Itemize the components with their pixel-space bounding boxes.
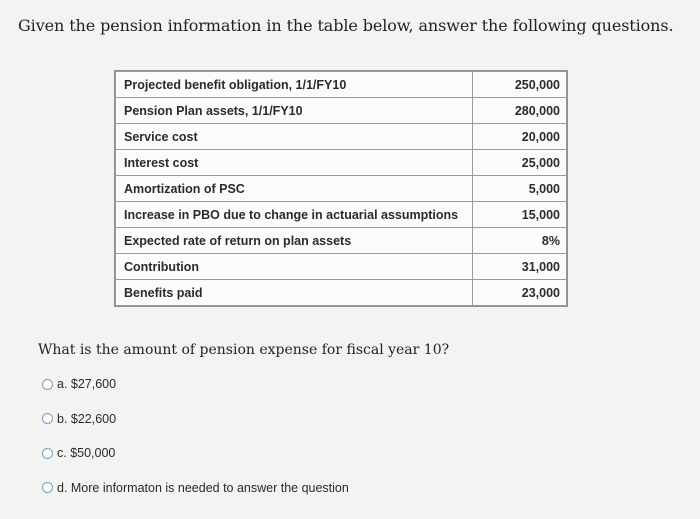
row-value: 250,000: [473, 72, 567, 98]
row-label: Benefits paid: [116, 280, 473, 306]
radio-button[interactable]: [42, 413, 53, 424]
table-row: [116, 254, 567, 280]
row-value: 15,000: [473, 202, 567, 228]
table-row: [116, 124, 567, 150]
table-row: [116, 176, 567, 202]
table-row: [116, 150, 567, 176]
question-prompt: Given the pension information in the table below, answer the following questions.: [18, 16, 674, 35]
answer-option-b[interactable]: [42, 409, 349, 429]
row-label: Pension Plan assets, 1/1/FY10: [116, 98, 473, 124]
row-value: 31,000: [473, 254, 567, 280]
row-label: Interest cost: [116, 150, 473, 176]
row-label: Amortization of PSC: [116, 176, 473, 202]
row-label: Service cost: [116, 124, 473, 150]
answer-option-c[interactable]: [42, 443, 349, 463]
table-row: [116, 98, 567, 124]
option-label[interactable]: c. $50,000: [57, 446, 116, 460]
row-value: 8%: [473, 228, 567, 254]
answer-option-a[interactable]: [42, 374, 349, 394]
row-value: 280,000: [473, 98, 567, 124]
row-label: Contribution: [116, 254, 473, 280]
row-label: Expected rate of return on plan assets: [116, 228, 473, 254]
pension-info-table: [114, 70, 568, 307]
row-label: Projected benefit obligation, 1/1/FY10: [116, 72, 473, 98]
radio-button[interactable]: [42, 482, 53, 493]
question-text: What is the amount of pension expense for fiscal year 10?: [38, 342, 450, 358]
option-label[interactable]: b. $22,600: [57, 411, 117, 426]
row-value: 5,000: [473, 176, 567, 202]
answer-option-d[interactable]: [42, 478, 349, 498]
table-row: [116, 72, 567, 98]
row-value: 20,000: [473, 124, 567, 150]
table-row: [116, 202, 567, 228]
option-label[interactable]: a. $27,600: [57, 377, 117, 391]
table-row: [116, 280, 567, 306]
row-label: Increase in PBO due to change in actuarial assumptions: [116, 202, 473, 228]
radio-button[interactable]: [42, 448, 53, 459]
table-row: [116, 228, 567, 254]
option-label[interactable]: d. More informaton is needed to answer the question: [57, 480, 349, 495]
row-value: 25,000: [473, 150, 567, 176]
row-value: 23,000: [473, 280, 567, 306]
answer-options: [42, 374, 349, 512]
radio-button[interactable]: [42, 379, 53, 390]
